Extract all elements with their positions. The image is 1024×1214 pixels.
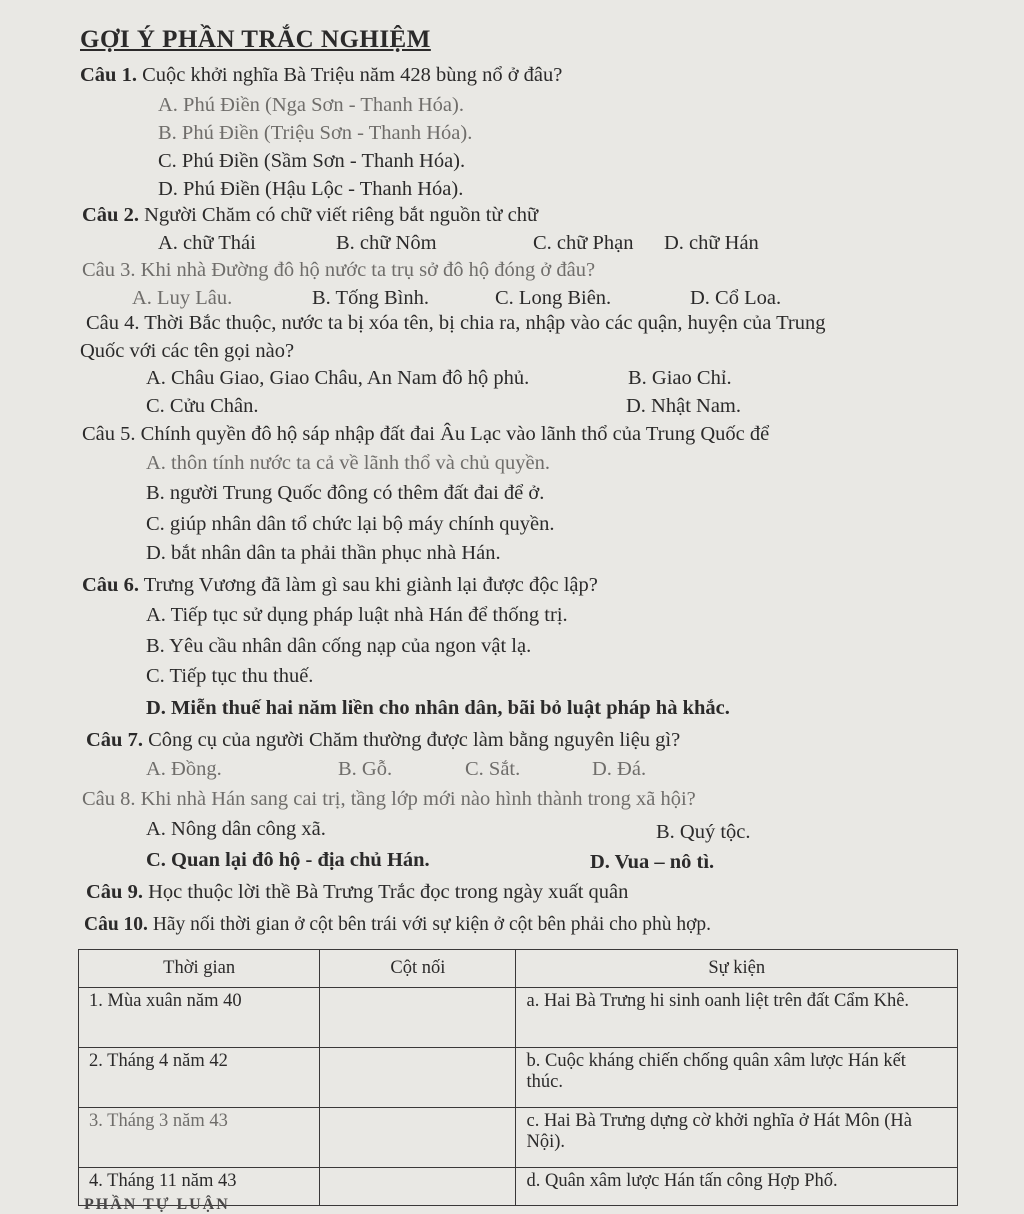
q6-option-c: C. Tiếp tục thu thuế. [146, 665, 314, 687]
question-7: Câu 7. Công cụ của người Chăm thường được làm bằng nguyên liệu gì? [86, 729, 681, 751]
q8-option-b: B. Quý tộc. [656, 821, 751, 843]
time-cell: 3. Tháng 3 năm 43 [79, 1108, 320, 1168]
question-2: Câu 2. Người Chăm có chữ viết riêng bắt nguồn từ chữ [82, 204, 539, 226]
q3-option-d: D. Cổ Loa. [690, 287, 782, 309]
connect-cell[interactable] [320, 1168, 516, 1206]
q5-option-b: B. người Trung Quốc đông có thêm đất đai để ở. [146, 482, 545, 504]
q8-option-a: A. Nông dân công xã. [146, 818, 326, 840]
q7-option-a: A. Đồng. [146, 758, 222, 780]
question-4-line-1: Câu 4. Thời Bắc thuộc, nước ta bị xóa tên, bị chia ra, nhập vào các quận, huyện của Trung [86, 312, 826, 334]
question-4-line-2: Quốc với các tên gọi nào? [80, 340, 295, 362]
q2-option-b: B. chữ Nôm [336, 232, 437, 254]
time-cell: 2. Tháng 4 năm 42 [79, 1048, 320, 1108]
q5-option-c: C. giúp nhân dân tổ chức lại bộ máy chính quyền. [146, 513, 555, 535]
question-5: Câu 5. Chính quyền đô hộ sáp nhập đất đai Âu Lạc vào lãnh thổ của Trung Quốc để [82, 423, 770, 445]
connect-cell[interactable] [320, 1048, 516, 1108]
header-time: Thời gian [79, 950, 320, 988]
table-row [79, 1108, 958, 1168]
event-cell: c. Hai Bà Trưng dựng cờ khởi nghĩa ở Hát Môn (Hà Nội). [516, 1108, 958, 1168]
q8-option-d: D. Vua – nô tì. [590, 851, 715, 873]
q1-option-c: C. Phú Điền (Sầm Sơn - Thanh Hóa). [158, 150, 466, 172]
q7-option-d: D. Đá. [592, 758, 647, 780]
q3-option-c: C. Long Biên. [495, 287, 612, 309]
section-title: GỢI Ý PHẦN TRẮC NGHIỆM [80, 26, 431, 53]
question-1: Câu 1. Cuộc khởi nghĩa Bà Triệu năm 428 bùng nổ ở đâu? [80, 64, 563, 86]
event-cell: d. Quân xâm lược Hán tấn công Hợp Phố. [516, 1168, 958, 1206]
table-row [79, 1048, 958, 1108]
q4-option-c: C. Cửu Chân. [146, 395, 259, 417]
q7-option-c: C. Sắt. [465, 758, 521, 780]
time-cell: 1. Mùa xuân năm 40 [79, 988, 320, 1048]
question-9: Câu 9. Học thuộc lời thề Bà Trưng Trắc đọc trong ngày xuất quân [86, 881, 629, 903]
q5-option-d: D. bắt nhân dân ta phải thần phục nhà Hán. [146, 542, 501, 564]
q2-option-d: D. chữ Hán [664, 232, 759, 254]
question-6: Câu 6. Trưng Vương đã làm gì sau khi giành lại được độc lập? [82, 574, 598, 596]
q1-option-a: A. Phú Điền (Nga Sơn - Thanh Hóa). [158, 94, 464, 116]
question-10: Câu 10. Hãy nối thời gian ở cột bên trái với sự kiện ở cột bên phải cho phù hợp. [84, 914, 711, 935]
q1-option-d: D. Phú Điền (Hậu Lộc - Thanh Hóa). [158, 178, 464, 200]
q3-option-a: A. Luy Lâu. [132, 287, 233, 309]
matching-table [78, 949, 958, 1206]
q4-option-b: B. Giao Chỉ. [628, 367, 732, 389]
q2-option-a: A. chữ Thái [158, 232, 256, 254]
header-connect: Cột nối [320, 950, 516, 988]
next-section-heading: PHẦN TỰ LUẬN [84, 1196, 230, 1213]
q3-option-b: B. Tống Bình. [312, 287, 429, 309]
q6-option-d: D. Miễn thuế hai năm liền cho nhân dân, bãi bỏ luật pháp hà khắc. [146, 697, 730, 719]
question-3: Câu 3. Khi nhà Đường đô hộ nước ta trụ sở đô hộ đóng ở đâu? [82, 259, 596, 281]
event-cell: a. Hai Bà Trưng hi sinh oanh liệt trên đất Cẩm Khê. [516, 988, 958, 1048]
q8-option-c: C. Quan lại đô hộ - địa chủ Hán. [146, 849, 430, 871]
q1-option-b: B. Phú Điền (Triệu Sơn - Thanh Hóa). [158, 122, 473, 144]
header-event: Sự kiện [516, 950, 958, 988]
q4-option-d: D. Nhật Nam. [626, 395, 742, 417]
event-cell: b. Cuộc kháng chiến chống quân xâm lược Hán kết thúc. [516, 1048, 958, 1108]
time-cell: 4. Tháng 11 năm 43 [79, 1168, 320, 1206]
q5-option-a: A. thôn tính nước ta cả về lãnh thổ và chủ quyền. [146, 452, 550, 474]
q7-option-b: B. Gỗ. [338, 758, 393, 780]
table-row [79, 988, 958, 1048]
q4-option-a: A. Châu Giao, Giao Châu, An Nam đô hộ phủ. [146, 367, 530, 389]
connect-cell[interactable] [320, 988, 516, 1048]
question-8: Câu 8. Khi nhà Hán sang cai trị, tầng lớp mới nào hình thành trong xã hội? [82, 788, 696, 810]
connect-cell[interactable] [320, 1108, 516, 1168]
q6-option-a: A. Tiếp tục sử dụng pháp luật nhà Hán để thống trị. [146, 604, 568, 626]
q2-option-c: C. chữ Phạn [533, 232, 634, 254]
q6-option-b: B. Yêu cầu nhân dân cống nạp của ngon vật lạ. [146, 635, 532, 657]
